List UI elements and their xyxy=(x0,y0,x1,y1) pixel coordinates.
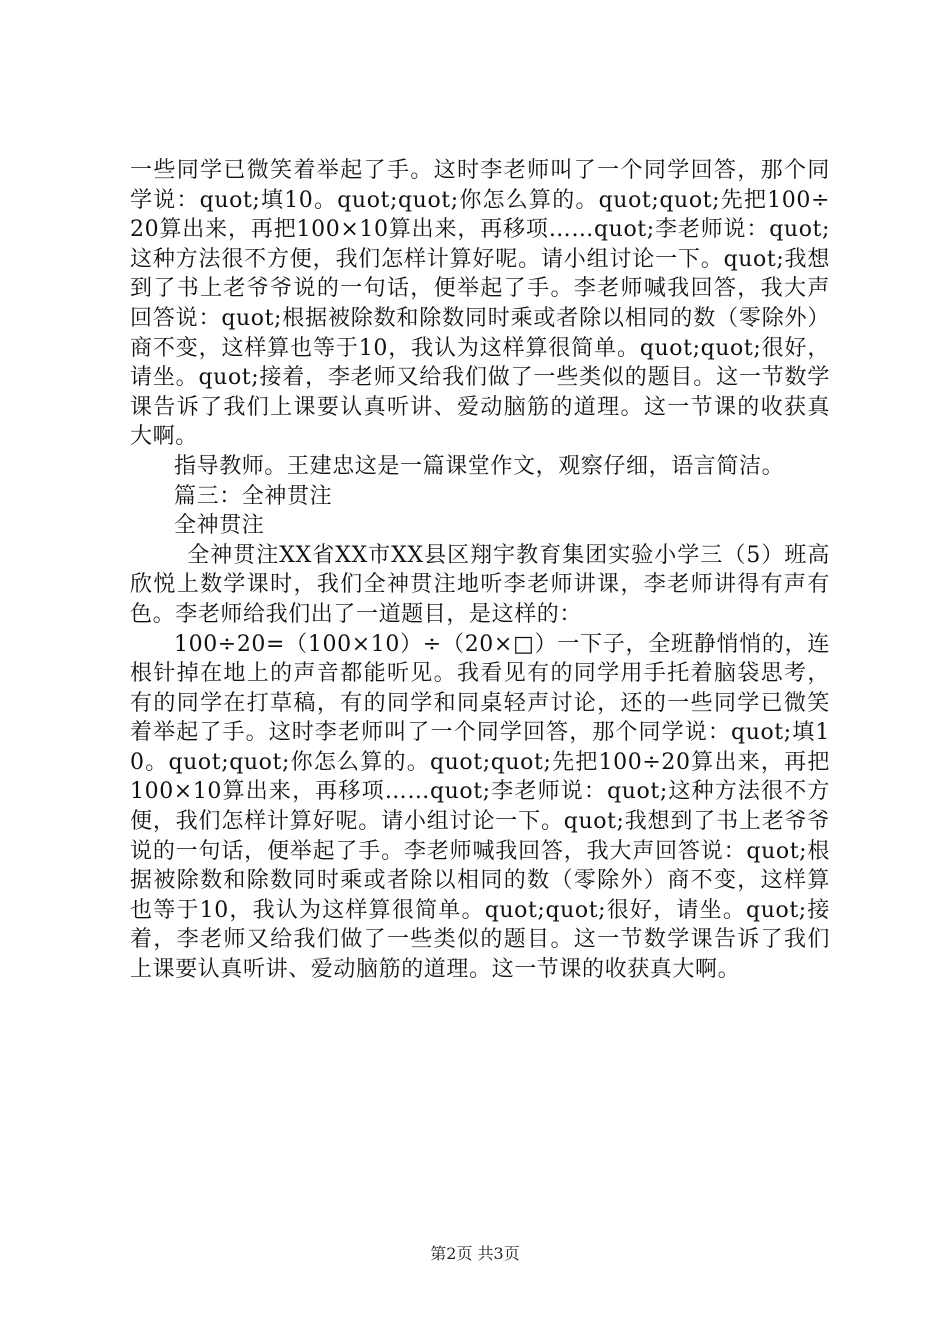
paragraph-essay-body: 100÷20=（100×10）÷（20×□）一下子，全班静悄悄的，连根针掉在地上的声音都能听见。我看见有的同学用手托着脑袋思考，有的同学在打草稿，有的同学和同桌轻声讨论，还的一些同学已微笑着举起了手。这时李老师叫了一个同学回答，那个同学说：quot;填10。quot;quot;你怎么算的。quot;quot;先把100÷20算出来，再把100×10算出来，再移项……quot;李老师说：quot;这种方法很不方便，我们怎样计算好呢。请小组讨论一下。quot;我想到了书上老爷爷说的一句话，便举起了手。李老师喊我回答，我大声回答说：quot;根据被除数和除数同时乘或者除以相同的数（零除外）商不变，这样算也等于10，我认为这样算很简单。quot;quot;很好，请坐。quot;接着，李老师又给我们做了一些类似的题目。这一节数学课告诉了我们上课要认真听讲、爱动脑筋的道理。这一节课的收获真大啊。 xyxy=(130,631,830,983)
paragraph-teacher-comment: 指导教师。王建忠这是一篇课堂作文，观察仔细，语言简洁。 xyxy=(174,453,785,479)
paragraph-essay-intro: 全神贯注XX省XX市XX县区翔宇教育集团实验小学三（5）班高欣悦上数学课时，我们全神贯注地听李老师讲课，李老师讲得有声有色。李老师给我们出了一道题目，是这样的： xyxy=(130,542,830,627)
page-number-footer: 第2页 共3页 xyxy=(430,1244,520,1263)
section-heading: 篇三：全神贯注 xyxy=(174,483,333,509)
essay-title: 全神贯注 xyxy=(174,513,265,539)
paragraph-continuation: 一些同学已微笑着举起了手。这时李老师叫了一个同学回答，那个同学说：quot;填10。quot;quot;你怎么算的。quot;quot;先把100÷20算出来，再把100×10算出来，再移项……quot;李老师说：quot;这种方法很不方便，我们怎样计算好呢。请小组讨论一下。quot;我想到了书上老爷爷说的一句话，便举起了手。李老师喊我回答，我大声回答说：quot;根据被除数和除数同时乘或者除以相同的数（零除外）商不变，这样算也等于10，我认为这样算很简单。quot;quot;很好，请坐。quot;接着，李老师又给我们做了一些类似的题目。这一节数学课告诉了我们上课要认真听讲、爱动脑筋的道理。这一节课的收获真大啊。 xyxy=(130,158,830,450)
document-body xyxy=(130,156,830,985)
